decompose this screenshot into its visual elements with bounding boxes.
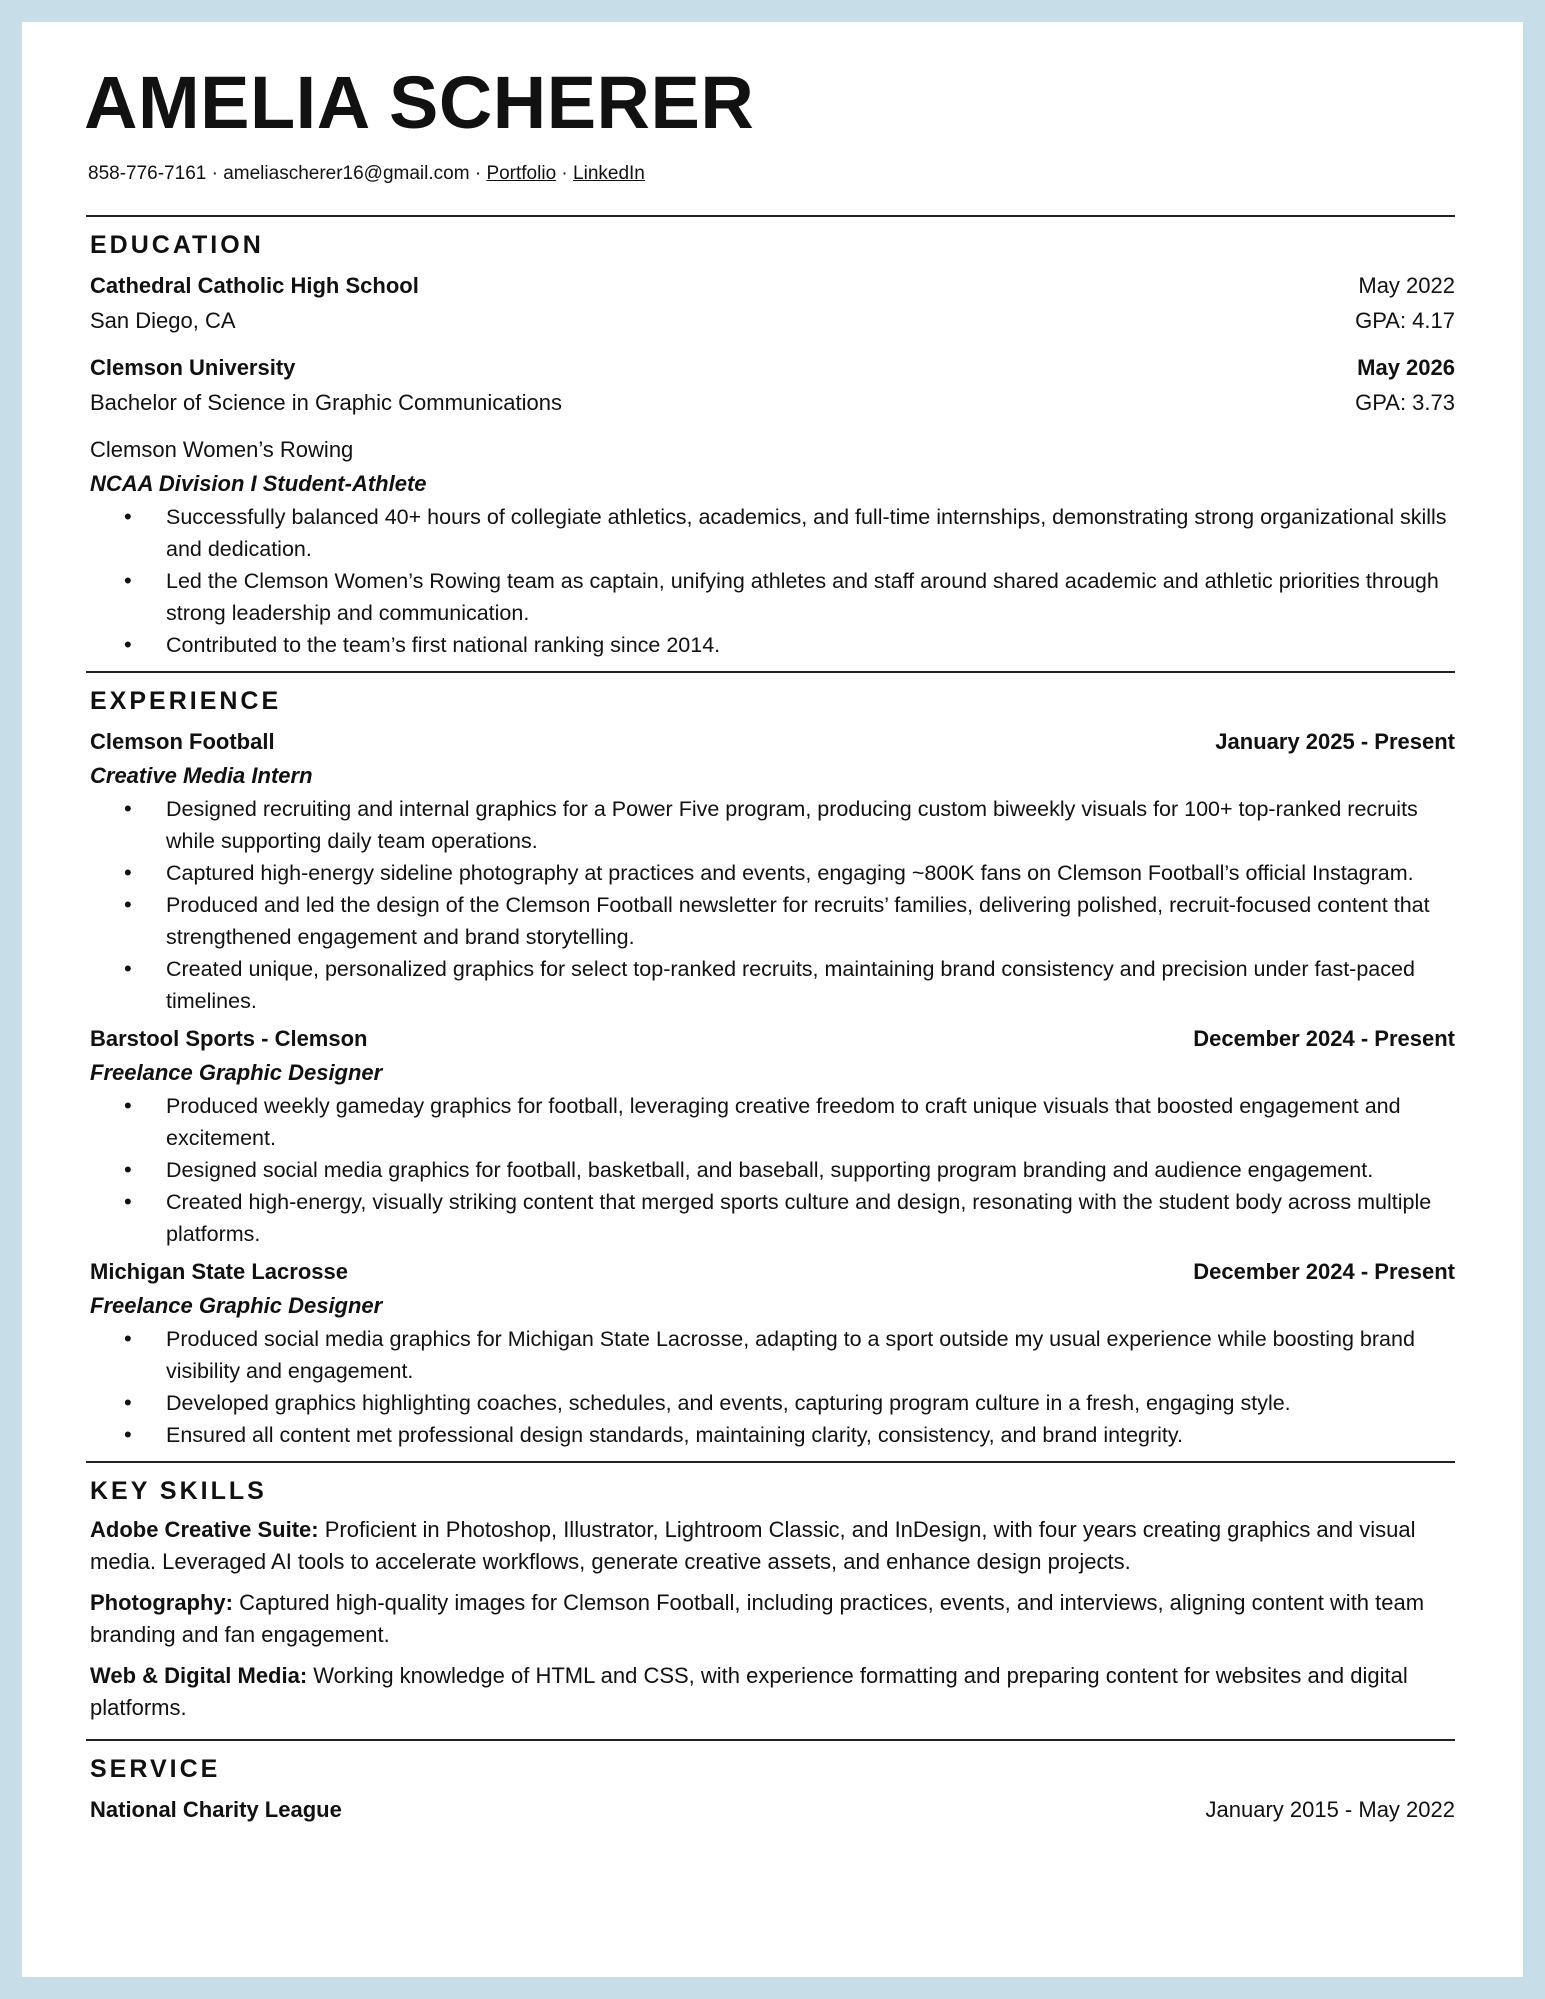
job-role: Freelance Graphic Designer (90, 1293, 383, 1319)
list-item: • Produced and led the design of the Clemson Football newsletter for recruits’ families, delivering polished, recruit-focused content that strengthened engagement and brand storytelling. (124, 889, 1455, 953)
school-name: Clemson University (90, 355, 296, 381)
activity-bullets (124, 501, 1455, 661)
portfolio-link[interactable]: Portfolio (486, 163, 557, 185)
job-row (90, 1021, 1455, 1056)
job-bullets (124, 1090, 1455, 1250)
school-name: Cathedral Catholic High School (90, 273, 419, 299)
school-gpa: GPA: 3.73 (1355, 390, 1455, 416)
job-role: Creative Media Intern (90, 763, 313, 789)
separator: · (206, 163, 224, 185)
list-item: • Designed social media graphics for football, basketball, and baseball, supporting program branding and audience engagement. (124, 1154, 1455, 1186)
separator: · (556, 163, 574, 185)
resume-page (22, 22, 1523, 1977)
job-date: December 2024 - Present (1193, 1026, 1455, 1052)
job-bullets (124, 793, 1455, 1017)
job-role: Freelance Graphic Designer (90, 1060, 383, 1086)
service-heading: SERVICE (90, 1755, 221, 1784)
school-detail-row (90, 385, 1455, 420)
linkedin-link[interactable]: LinkedIn (573, 163, 645, 185)
job-org: Barstool Sports - Clemson (90, 1026, 368, 1052)
skill-label: Adobe Creative Suite: (90, 1517, 319, 1543)
job-date: December 2024 - Present (1193, 1259, 1455, 1285)
list-item: • Created high-energy, visually striking content that merged sports culture and design, resonating with the student body across multiple platforms. (124, 1186, 1455, 1250)
candidate-name: AMELIA SCHERER (84, 61, 755, 144)
contact-line (88, 163, 1461, 185)
skill-item (90, 1660, 1455, 1724)
list-item: • Captured high-energy sideline photography at practices and events, engaging ~800K fans on Clemson Football’s official Instagram. (124, 857, 1455, 889)
skills-heading: KEY SKILLS (90, 1477, 267, 1506)
school-date: May 2022 (1358, 273, 1455, 299)
list-item: • Designed recruiting and internal graphics for a Power Five program, producing custom biweekly visuals for 100+ top-ranked recruits while supporting daily team operations. (124, 793, 1455, 857)
skill-item (90, 1587, 1455, 1651)
email: ameliascherer16@gmail.com (223, 163, 470, 185)
education-heading: EDUCATION (90, 231, 264, 260)
skill-text: Proficient in Photoshop, Illustrator, Lightroom Classic, and InDesign, with four years creating graphics and visual media. Leveraged AI tools to accelerate workflows, generate creative assets, and enhance design projects. (90, 1517, 1416, 1575)
job-date: January 2025 - Present (1215, 729, 1455, 755)
skill-label: Web & Digital Media: (90, 1663, 308, 1689)
school-gpa: GPA: 4.17 (1355, 308, 1455, 334)
school-date: May 2026 (1357, 355, 1455, 381)
phone: 858-776-7161 (88, 163, 207, 185)
list-item: • Produced social media graphics for Michigan State Lacrosse, adapting to a sport outside my usual experience while boosting brand visibility and engagement. (124, 1323, 1455, 1387)
section-divider (86, 1461, 1455, 1463)
job-row (90, 724, 1455, 759)
experience-heading: EXPERIENCE (90, 687, 282, 716)
skill-label: Photography: (90, 1590, 233, 1616)
school-detail-row (90, 303, 1455, 338)
skill-text: Captured high-quality images for Clemson Football, including practices, events, and interviews, aligning content with team branding and fan engagement. (90, 1590, 1425, 1648)
skill-text: Working knowledge of HTML and CSS, with experience formatting and preparing content for websites and digital platforms. (90, 1663, 1408, 1721)
separator: · (469, 163, 487, 185)
section-divider (86, 671, 1455, 673)
activity-name: Clemson Women’s Rowing (90, 437, 354, 463)
job-bullets (124, 1323, 1455, 1451)
job-row (90, 1254, 1455, 1289)
skill-item (90, 1514, 1455, 1578)
list-item: • Ensured all content met professional design standards, maintaining clarity, consistency, and brand integrity. (124, 1419, 1455, 1451)
section-divider (86, 1739, 1455, 1741)
list-item: • Created unique, personalized graphics for select top-ranked recruits, maintaining brand consistency and precision under fast-paced timelines. (124, 953, 1455, 1017)
school-row (90, 350, 1455, 385)
list-item: • Developed graphics highlighting coaches, schedules, and events, capturing program culture in a fresh, engaging style. (124, 1387, 1455, 1419)
degree: Bachelor of Science in Graphic Communications (90, 390, 563, 416)
school-location: San Diego, CA (90, 308, 236, 334)
list-item: • Produced weekly gameday graphics for football, leveraging creative freedom to craft unique visuals that boosted engagement and excitement. (124, 1090, 1455, 1154)
school-row (90, 268, 1455, 303)
list-item: • Contributed to the team’s first national ranking since 2014. (124, 629, 1455, 661)
list-item: • Successfully balanced 40+ hours of collegiate athletics, academics, and full-time internships, demonstrating strong organizational skills and dedication. (124, 501, 1455, 565)
service-row (90, 1792, 1455, 1827)
list-item: • Led the Clemson Women’s Rowing team as captain, unifying athletes and staff around shared academic and athletic priorities through strong leadership and communication. (124, 565, 1455, 629)
activity-role: NCAA Division I Student-Athlete (90, 471, 427, 497)
job-org: Clemson Football (90, 729, 275, 755)
service-date: January 2015 - May 2022 (1205, 1797, 1455, 1823)
section-divider (86, 215, 1455, 217)
job-org: Michigan State Lacrosse (90, 1259, 348, 1285)
service-org: National Charity League (90, 1797, 342, 1823)
